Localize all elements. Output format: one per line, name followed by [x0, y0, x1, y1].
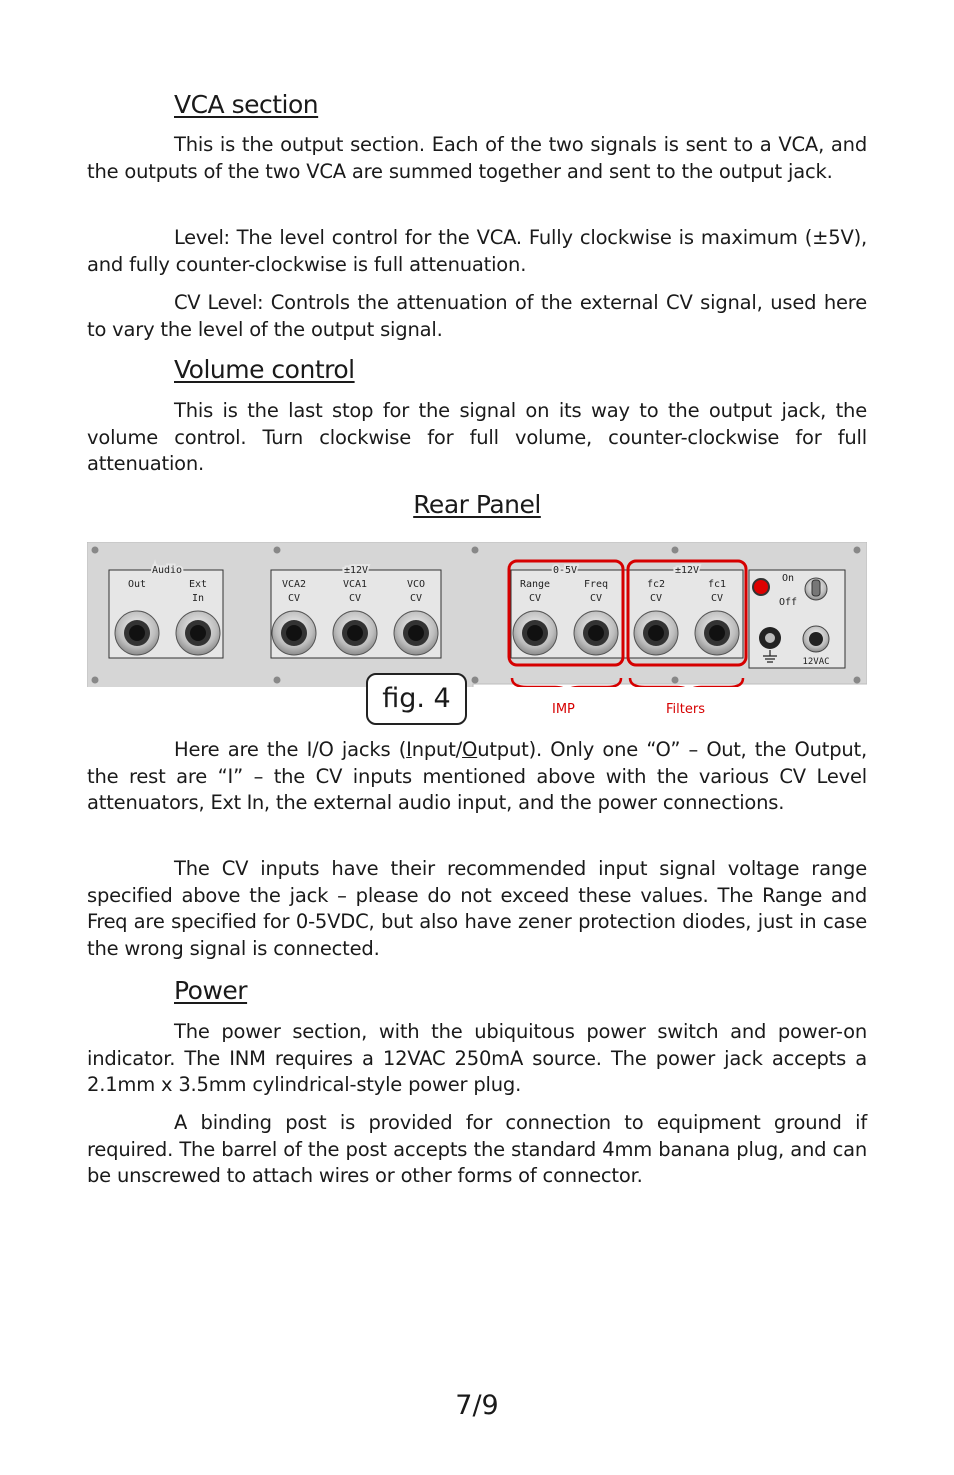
vca1-cv-label: CV: [348, 593, 362, 604]
cv-inputs-paragraph: [87, 856, 867, 962]
on-label: On: [781, 573, 795, 584]
io-input-letter: I: [406, 738, 412, 761]
level-term: Level:: [174, 226, 230, 249]
vco-jack-label: VCO: [406, 579, 426, 590]
fc2-cv-jack: [634, 611, 678, 655]
vco-cv-jack: [394, 611, 438, 655]
vca-level-paragraph: [87, 225, 867, 278]
freq-jack-label: Freq: [583, 579, 609, 590]
level-description: The level control for the VCA. Fully clockwise is maximum (±5V), and fully counter-clockwise is full attenuation.: [87, 226, 867, 276]
power-heading: Power: [174, 976, 248, 1005]
io-text-1: Here are the I/O jacks (: [174, 738, 407, 761]
range-cv-jack: [513, 611, 557, 655]
vca-intro-paragraph: This is the output section. Each of the two signals is sent to a VCA, and the outputs of the two VCA are summed together and sent to the output jack.: [87, 133, 867, 183]
audio-group-label: Audio: [151, 565, 183, 576]
off-label: Off: [778, 597, 798, 608]
io-text-3: utput). Only one “O” –: [477, 738, 707, 761]
power-switch-icon: [805, 578, 827, 600]
power-paragraph-2: A binding post is provided for connection to equipment ground if required. The barrel of the post accepts the standard 4mm banana plug, and can be unscrewed to attach wires or other forms of connector.: [87, 1111, 867, 1187]
out-jack-label: Out: [127, 579, 147, 590]
rear-panel-heading: Rear Panel: [413, 490, 541, 519]
ext-in-term: Ext In: [210, 791, 264, 814]
fc2-cv-label: CV: [649, 593, 663, 604]
volume-control-heading: Volume control: [174, 355, 355, 384]
page-number: 7/9: [455, 1390, 499, 1421]
cvlevel-description: Controls the attenuation of the external CV signal, used here to vary the level of the output signal.: [87, 291, 867, 341]
out-jack: [115, 611, 159, 655]
io-jacks-paragraph: [87, 737, 867, 817]
pm12-group-b-label: ±12V: [674, 565, 700, 576]
range-group-label: 0-5V: [552, 565, 578, 576]
range-jack-label: Range: [519, 579, 551, 590]
cv-text-2: and: [821, 883, 868, 907]
vca1-cv-jack: [333, 611, 377, 655]
fc1-cv-jack: [695, 611, 739, 655]
jack-group: [115, 611, 739, 655]
vca2-cv-jack: [272, 611, 316, 655]
vac-label: 12VAC: [802, 657, 830, 667]
cv-text-3: are specified for 0-5VDC, but also have zener protection diodes, just in case the wrong signal is connected.: [87, 910, 867, 960]
ext-jack-label-2: In: [191, 593, 205, 604]
io-text-2: nput/: [411, 738, 463, 761]
freq-cv-jack: [574, 611, 618, 655]
pm12-group-a-label: ±12V: [343, 565, 369, 576]
range-cv-label: CV: [528, 593, 542, 604]
imp-label: IMP: [552, 702, 575, 717]
filters-label: Filters: [666, 702, 705, 717]
ext-in-jack: [176, 611, 220, 655]
power-paragraph-1: The power section, with the ubiquitous power switch and power-on indicator. The INM requires a 12VAC 250mA source. The power jack accepts a 2.1mm x 3.5mm cylindrical-style power plug.: [87, 1020, 867, 1096]
cv-text-1: The CV inputs have their recommended input signal voltage range specified above the jack – please do not exceed these values. The: [87, 857, 867, 907]
io-text-5: , the external audio input, and the power connections.: [263, 791, 785, 814]
vco-cv-label: CV: [409, 593, 423, 604]
io-text-4: , the Output, the rest are “I” – the CV inputs mentioned above with the various CV Level attenuators,: [87, 738, 867, 814]
range-term: Range: [762, 883, 822, 907]
figure-label: fig. 4: [366, 673, 467, 725]
vca2-jack-label: VCA2: [281, 579, 307, 590]
freq-term: Freq: [87, 910, 128, 933]
vca-section-heading: VCA section: [174, 90, 319, 119]
rear-panel-illustration: [87, 542, 867, 687]
vca-cvlevel-paragraph: [87, 290, 867, 343]
fc1-jack-label: fc1: [707, 579, 727, 590]
vca1-jack-label: VCA1: [342, 579, 368, 590]
power-jack-icon: [803, 626, 829, 652]
power-led-icon: [753, 579, 769, 595]
fc1-cv-label: CV: [710, 593, 724, 604]
rear-panel-heading-wrap: [0, 490, 954, 519]
vca2-cv-label: CV: [287, 593, 301, 604]
fc2-jack-label: fc2: [646, 579, 666, 590]
out-term: Out: [706, 738, 741, 761]
volume-paragraph: This is the last stop for the signal on its way to the output jack, the volume control. Turn clockwise for full volume, counter-clockwise for full attenuation.: [87, 399, 867, 475]
ext-jack-label: Ext: [188, 579, 208, 590]
freq-cv-label: CV: [589, 593, 603, 604]
cvlevel-term: CV Level:: [174, 291, 264, 314]
io-output-letter: O: [462, 738, 478, 761]
